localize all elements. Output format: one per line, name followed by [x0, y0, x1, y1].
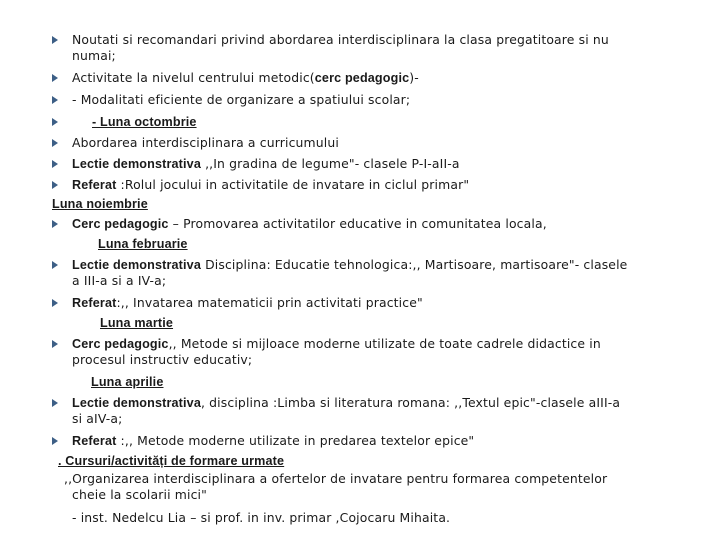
- bullet-arrow-icon: [52, 437, 58, 445]
- bullet-arrow-icon: [52, 299, 58, 307]
- bullet-arrow-icon: [52, 220, 58, 228]
- bullet-arrow-icon: [52, 118, 58, 126]
- bullet-arrow-icon: [52, 181, 58, 189]
- bullet-arrow-icon: [52, 96, 58, 104]
- document-page: Noutati si recomandari privind abordarea interdisciplinara la clasa pregatitoare si nu numai; Activitate la nivelul centrului metodic(cerc pedagogic)- - Modalitati eficiente de organizare a spatiului scolar; - Luna octombrie Abordarea interdisciplinara a curricumului Lectie demonstrativa ,,In gradina de legume"- clasele P-I-aII-a Referat :Rolul jocului in activitatile de invatare in ciclul primar" Luna noiembrie Cerc pedagogic – Promovarea activitatilor educative in comunitatea locala, Luna februarie Lectie demonstrativa Disciplina: Educatie tehnologica:,, Martisoare, martisoare"- clasele a III-a si a IV-a; Referat:,, Invatarea matematicii prin activitati practice" Luna martie Cerc pedagogic,, Metode si mijloace moderne utilizate de toate cadrele didactice in procesul instructiv educativ; Luna aprilie Lectie demonstrativa, disciplina :Limba si literatura romana: ,,Textul epic"-clasele aIII-a si aIV-a; Referat :,, Metode moderne utilizate in predarea textelor epice" . Cursuri/activități de formare urmate ,,Organizarea interdisciplinara a ofertelor de invatare pentru formarea competentelor cheie la scolarii mici" - inst. Nedelcu Lia – si prof. in inv. primar ,Cojocaru Mihaita.: [52, 32, 628, 525]
- bullet-arrow-icon: [52, 36, 58, 44]
- bullet-arrow-icon: [52, 340, 58, 348]
- bullet-arrow-icon: [52, 261, 58, 269]
- bullet-arrow-icon: [52, 74, 58, 82]
- bullet-arrow-icon: [52, 160, 58, 168]
- bullet-arrow-icon: [52, 399, 58, 407]
- bullet-arrow-icon: [52, 139, 58, 147]
